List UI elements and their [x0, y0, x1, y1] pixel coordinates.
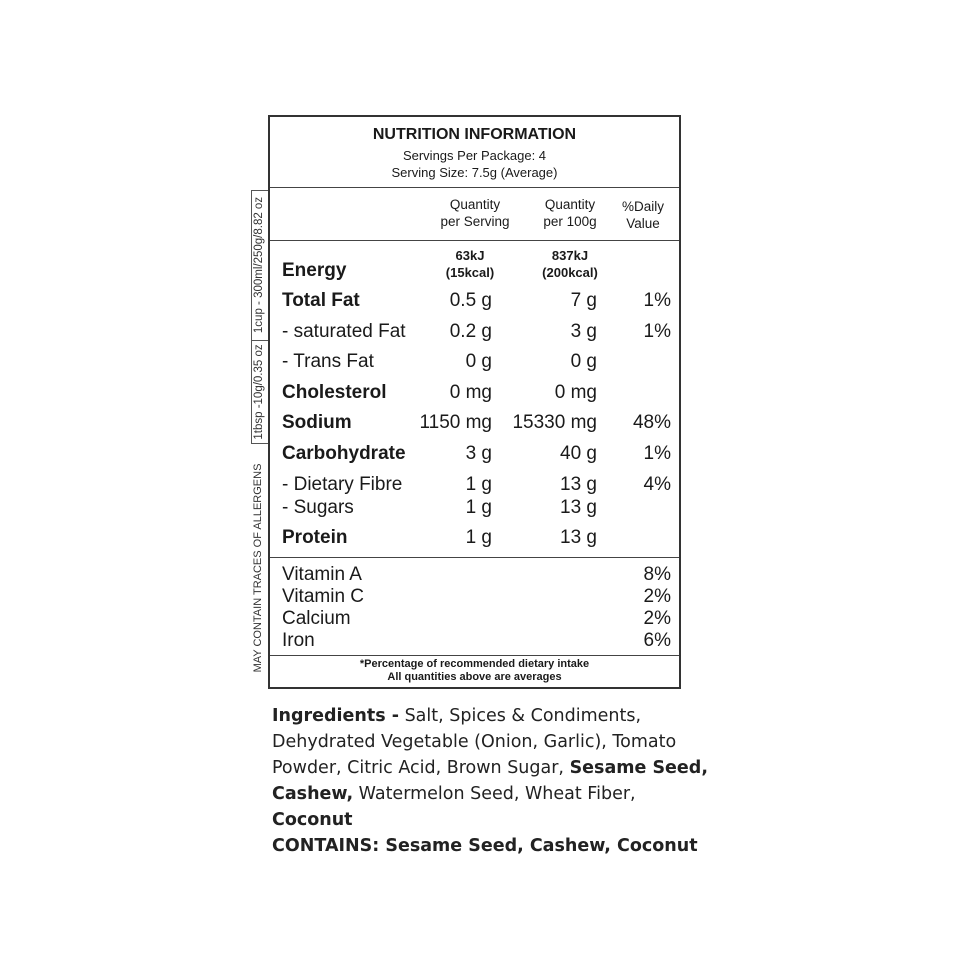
energy-kj-100g: 837kJ [551, 248, 589, 263]
row-per100: 7 g [570, 290, 597, 311]
row-serving: 1 g [465, 527, 492, 548]
measure-tbsp-text: 1tbsp -10g/0.35 oz [253, 344, 265, 440]
row-label: - Trans Fat [282, 351, 374, 372]
row-label: - saturated Fat [282, 321, 406, 342]
col-per-100g [525, 196, 615, 230]
row-per100: 0 g [570, 351, 597, 372]
row-saturated-fat [270, 321, 679, 351]
row-serving: 0.5 g [449, 290, 492, 311]
row-per100: 15330 mg [512, 412, 597, 433]
row-per100: 3 g [570, 321, 597, 342]
row-label: Protein [282, 527, 348, 548]
ingredients-block [272, 703, 712, 859]
row-per100: 13 g [560, 474, 597, 495]
row-label: Cholesterol [282, 382, 387, 403]
allergen-warning: MAY CONTAIN TRACES OF ALLERGENS [252, 463, 264, 673]
vitamin-row [270, 586, 679, 608]
row-per100: 40 g [560, 443, 597, 464]
footnote [270, 658, 679, 684]
row-sugars [270, 497, 679, 527]
row-label: Total Fat [282, 290, 360, 311]
col-per-100g-line1: Quantity [544, 197, 596, 212]
vitamin-label: Vitamin C [282, 586, 365, 607]
row-label: - Sugars [282, 497, 354, 518]
row-carbohydrate [270, 443, 679, 473]
footnote-line2: All quantities above are averages [387, 671, 562, 683]
energy-kcal-100g: (200kcal) [542, 265, 598, 280]
measure-divider [251, 340, 268, 341]
panel-header [270, 117, 679, 188]
row-serving: 3 g [465, 443, 492, 464]
measure-cup-text: 1cup - 300ml/250g/8.82 oz [253, 196, 265, 334]
ingredients-text [272, 703, 712, 833]
row-serving: 0.2 g [449, 321, 492, 342]
contains-statement: CONTAINS: Sesame Seed, Cashew, Coconut [272, 836, 698, 856]
ingredients-heading: Ingredients - [272, 706, 399, 726]
vitamin-value: 6% [643, 630, 671, 651]
column-headers [270, 187, 679, 241]
row-label: - Dietary Fibre [282, 474, 403, 495]
row-daily: 1% [643, 321, 671, 342]
ingredients-part2: Watermelon Seed, Wheat Fiber, [353, 784, 636, 804]
col-per-serving-line1: Quantity [449, 197, 501, 212]
row-total-fat [270, 290, 679, 320]
row-serving: 0 mg [449, 382, 492, 403]
vitamin-row [270, 564, 679, 586]
row-serving: 1150 mg [419, 412, 492, 433]
row-per100: 13 g [560, 497, 597, 518]
row-protein [270, 527, 679, 557]
footnote-line1: *Percentage of recommended dietary intake [359, 658, 590, 670]
vitamin-value: 2% [643, 608, 671, 629]
row-sodium [270, 412, 679, 442]
ingredients-allergen1: Sesame Seed, Cashew, [272, 758, 708, 804]
row-daily: 1% [643, 443, 671, 464]
col-per-serving-line2: per Serving [440, 214, 510, 229]
col-per-100g-line2: per 100g [543, 214, 597, 229]
row-daily: 1% [643, 290, 671, 311]
ingredients-allergen2: Coconut [272, 810, 353, 830]
energy-100g [530, 247, 610, 281]
row-per100: 0 mg [554, 382, 597, 403]
col-daily-line2: Value [626, 216, 660, 231]
energy-serving [430, 247, 510, 281]
col-per-serving [425, 196, 525, 230]
row-per100: 13 g [560, 527, 597, 548]
vitamin-value: 2% [643, 586, 671, 607]
servings-per-package: Servings Per Package: 4 [402, 148, 547, 163]
vitamin-value: 8% [643, 564, 671, 585]
nutrition-panel [268, 115, 681, 689]
row-serving: 0 g [465, 351, 492, 372]
vitamin-label: Calcium [282, 608, 351, 629]
row-label: Sodium [282, 412, 352, 433]
row-label: Carbohydrate [282, 443, 406, 464]
ingredients-part1: Salt, Spices & Condiments, Dehydrated Vegetable (Onion, Garlic), Tomato Powder, Citric Acid, Brown Sugar, [272, 706, 677, 778]
energy-kj-serving: 63kJ [455, 248, 485, 263]
vitamin-row [270, 608, 679, 630]
col-daily-line1: %Daily [621, 199, 664, 214]
serving-size: Serving Size: 7.5g (Average) [391, 165, 558, 180]
vitamin-row [270, 630, 679, 652]
row-daily: 48% [632, 412, 671, 433]
col-daily-value [613, 198, 673, 232]
energy-label: Energy [282, 260, 347, 281]
row-serving: 1 g [465, 497, 492, 518]
row-serving: 1 g [465, 474, 492, 495]
row-cholesterol [270, 382, 679, 412]
vitamins-section [270, 557, 679, 656]
row-daily: 4% [643, 474, 671, 495]
vitamin-label: Vitamin A [282, 564, 362, 585]
vitamin-label: Iron [282, 630, 315, 651]
panel-title: NUTRITION INFORMATION [372, 126, 577, 143]
row-trans-fat [270, 351, 679, 381]
energy-kcal-serving: (15kcal) [445, 265, 495, 280]
